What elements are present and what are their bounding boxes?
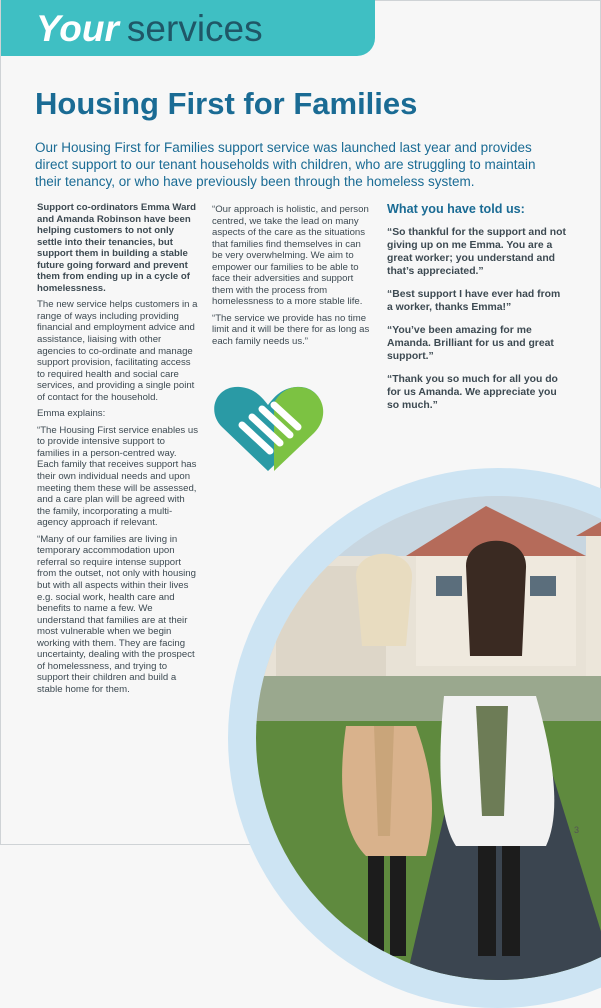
section-title-word2: services bbox=[126, 8, 263, 49]
testimonial-quote: “So thankful for the support and not giving up on me Emma. You are a great worker; you understand and that’s appreciated.” bbox=[387, 227, 566, 277]
page-title: Housing First for Families bbox=[35, 86, 418, 121]
section-header bbox=[1, 0, 375, 56]
body-paragraph: “The Housing First service enables us to provide intensive support to families in a person-centred way. Each family that receives support has their own individual needs and upon meeting them these will be assessed, and a care plan will be agreed with the family, incorporating a multi-agency approach if relevant. bbox=[37, 424, 199, 529]
testimonial-quote: “Best support I have ever had from a worker, thanks Emma!” bbox=[387, 289, 561, 313]
body-paragraph: Emma explains: bbox=[37, 408, 106, 420]
page-number: 3 bbox=[574, 825, 580, 835]
section-title-word1: Your bbox=[36, 8, 119, 49]
lead-paragraph: Support co-ordinators Emma Ward and Amanda Robinson have been helping customers to not only settle into their tenancies, but support them in building a stable future going forward and prevent them from ending up in a cycle of homelessness. bbox=[37, 202, 197, 294]
body-paragraph: “Our approach is holistic, and person centred, we take the lead on many aspects of the care as the situations that families find themselves in can be very overwhelming. We aim to empower our families to be able to face their adversities and support them with the process from homelessness to a more stable life. bbox=[212, 204, 369, 308]
heart-handshake-icon bbox=[212, 381, 325, 473]
article-column-1 bbox=[37, 202, 199, 700]
body-paragraph: “The service we provide has no time limit and it will be there for as long as each family needs us.” bbox=[212, 312, 370, 348]
feedback-panel bbox=[387, 202, 567, 422]
section-title bbox=[36, 5, 263, 53]
intro-paragraph: Our Housing First for Families support service was launched last year and provides direct support to our tenant households with children, who are struggling to maintain their tenancy, or who have previously been through the homeless system. bbox=[35, 140, 536, 189]
feedback-heading: What you have told us: bbox=[387, 202, 525, 216]
testimonial-quote: “Thank you so much for all you do for us Amanda. We appreciate you so much.” bbox=[387, 374, 558, 411]
body-paragraph: The new service helps customers in a range of ways including providing financial and employment advice and assistance, liaising with other agencies to co-ordinate and manage support provision, facilitating access to required health and social care services, and providing a single point of contact for the household. bbox=[37, 299, 198, 403]
body-paragraph: “Many of our families are living in temporary accommodation upon referral so require intense support from the outset, not only with housing but with all aspects within their lives e.g. social work, health care and benefits to name a few. We understand that families are at their most vulnerable when we begin working with them. They are facing uncertainty, dealing with the prospect of homelessness, and trying to support their children and build a stable home for them. bbox=[37, 533, 196, 695]
article-column-2 bbox=[212, 204, 372, 353]
testimonial-quote: “You’ve been amazing for me Amanda. Brilliant for us and great support.” bbox=[387, 325, 554, 362]
